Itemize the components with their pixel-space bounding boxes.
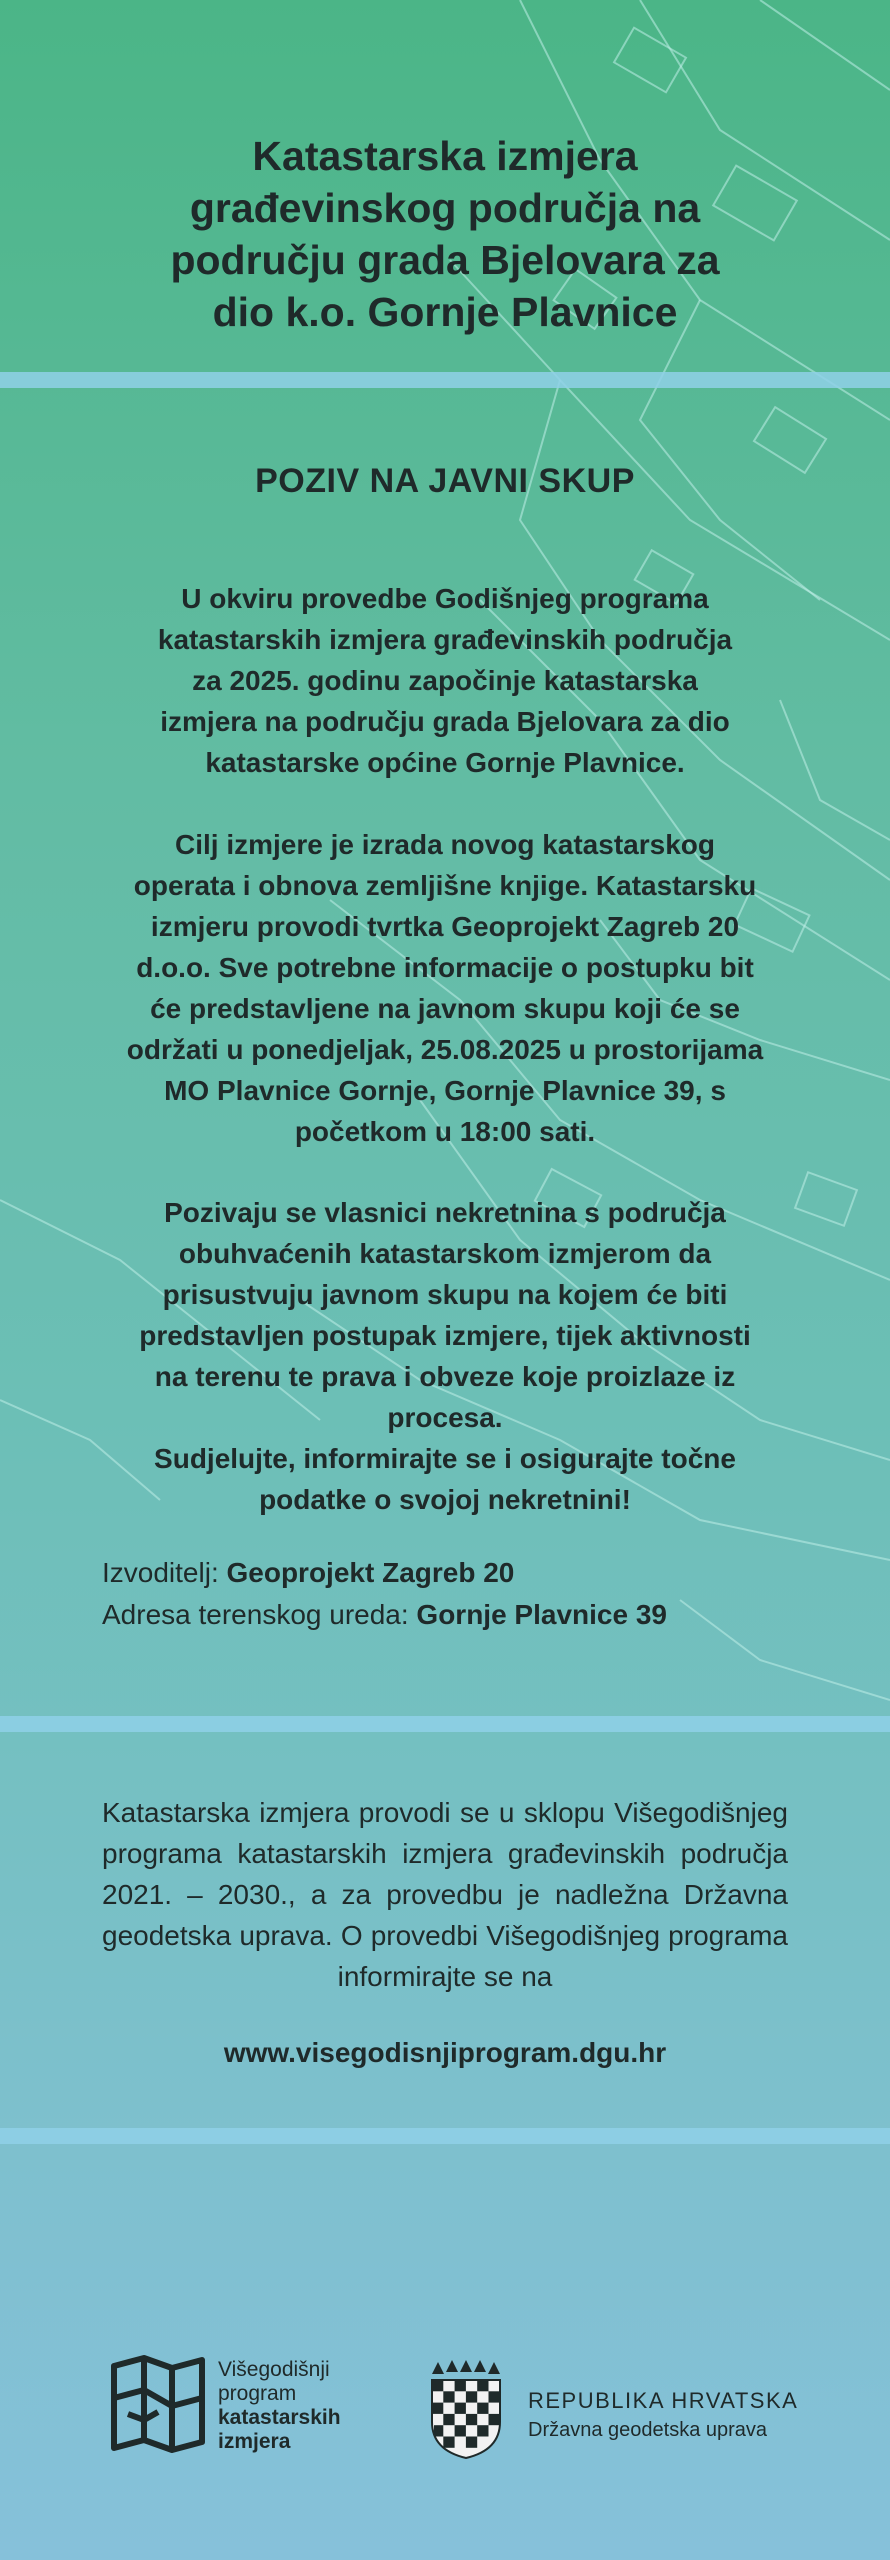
office-value: Gornje Plavnice 39 — [416, 1599, 667, 1630]
title-line: Katastarska izmjera — [252, 133, 638, 179]
paragraph-line: katastarskih izmjera građevinskih područja — [157, 624, 733, 655]
divider-band-top — [0, 372, 890, 388]
paragraph-line: operata i obnova zemljišne knjige. Katastarsku — [133, 870, 757, 901]
croatian-coat-of-arms-icon — [428, 2360, 504, 2460]
paragraph-line: prisustvuju javnom skupu na kojem će biti — [162, 1279, 728, 1310]
office-line — [102, 1594, 667, 1636]
executor-label: Izvoditelj: — [102, 1557, 219, 1588]
invitation-heading: POZIV NA JAVNI SKUP — [255, 462, 635, 500]
executor-value: Geoprojekt Zagreb 20 — [226, 1557, 515, 1588]
program-map-logo-icon — [108, 2354, 208, 2454]
paragraph-line: na terenu te prava i obveze koje proizlaze iz — [154, 1361, 736, 1392]
website-link[interactable]: www.visegodisnjiprogram.dgu.hr — [223, 2037, 667, 2068]
program-logo-line: Višegodišnji — [218, 2358, 330, 2381]
program-logo-text — [218, 2358, 341, 2454]
invitation-paragraph — [95, 1192, 795, 1520]
footer-text: Katastarska izmjera provodi se u sklopu Višegodišnjeg programa katastarskih izmjera građevinskih područja 2021. – 2030., a za provedbu je nadležna Državna geodetska uprava. O provedbi Višegodišnjeg programa informirajte se na — [102, 1797, 788, 1992]
divider-band-middle — [0, 1716, 890, 1732]
page-title — [110, 130, 780, 338]
paragraph-line: početkom u 18:00 sati. — [294, 1116, 596, 1147]
program-logo-line: izmjera — [218, 2430, 291, 2453]
paragraph-line: predstavljen postupak izmjere, tijek aktivnosti — [139, 1320, 751, 1351]
contact-info — [102, 1552, 667, 1636]
agency-name: Državna geodetska uprava — [528, 2419, 768, 2441]
paragraph-line: održati u ponedjeljak, 25.08.2025 u prostorijama — [126, 1034, 764, 1065]
paragraph-line: podatke o svojoj nekretnini! — [259, 1484, 631, 1515]
paragraph-line: d.o.o. Sve potrebne informacije o postupku bit — [136, 952, 754, 983]
republic-title: REPUBLIKA HRVATSKA — [528, 2388, 799, 2413]
goal-paragraph — [95, 824, 795, 1152]
paragraph-line: će predstavljene na javnom skupu koji će se — [150, 993, 740, 1024]
title-line: području grada Bjelovara za — [170, 237, 720, 283]
paragraph-line: Cilj izmjere je izrada novog katastarskog — [175, 829, 715, 860]
office-label: Adresa terenskog ureda: — [102, 1599, 409, 1630]
program-logo-line: program — [218, 2382, 297, 2405]
paragraph-line: izmjera na području grada Bjelovara za dio — [160, 706, 730, 737]
paragraph-line: katastarske općine Gornje Plavnice. — [205, 747, 685, 778]
paragraph-line: izmjeru provodi tvrtka Geoprojekt Zagreb 20 — [150, 911, 740, 942]
title-line: dio k.o. Gornje Plavnice — [212, 289, 678, 335]
paragraph-line: Pozivaju se vlasnici nekretnina s područja — [164, 1197, 726, 1228]
paragraph-line: Sudjelujte, informirajte se i osigurajte točne — [154, 1443, 736, 1474]
intro-paragraph — [95, 578, 795, 783]
divider-band-bottom — [0, 2128, 890, 2144]
executor-line — [102, 1552, 667, 1594]
paragraph-line: obuhvaćenih katastarskom izmjerom da — [178, 1238, 712, 1269]
paragraph-line: MO Plavnice Gornje, Gornje Plavnice 39, s — [164, 1075, 726, 1106]
paragraph-line: procesa. — [387, 1402, 503, 1433]
program-logo-line: katastarskih — [218, 2406, 341, 2429]
paragraph-line: U okviru provedbe Godišnjeg programa — [181, 583, 709, 614]
title-line: građevinskog područja na — [189, 185, 701, 231]
paragraph-line: za 2025. godinu započinje katastarska — [192, 665, 698, 696]
